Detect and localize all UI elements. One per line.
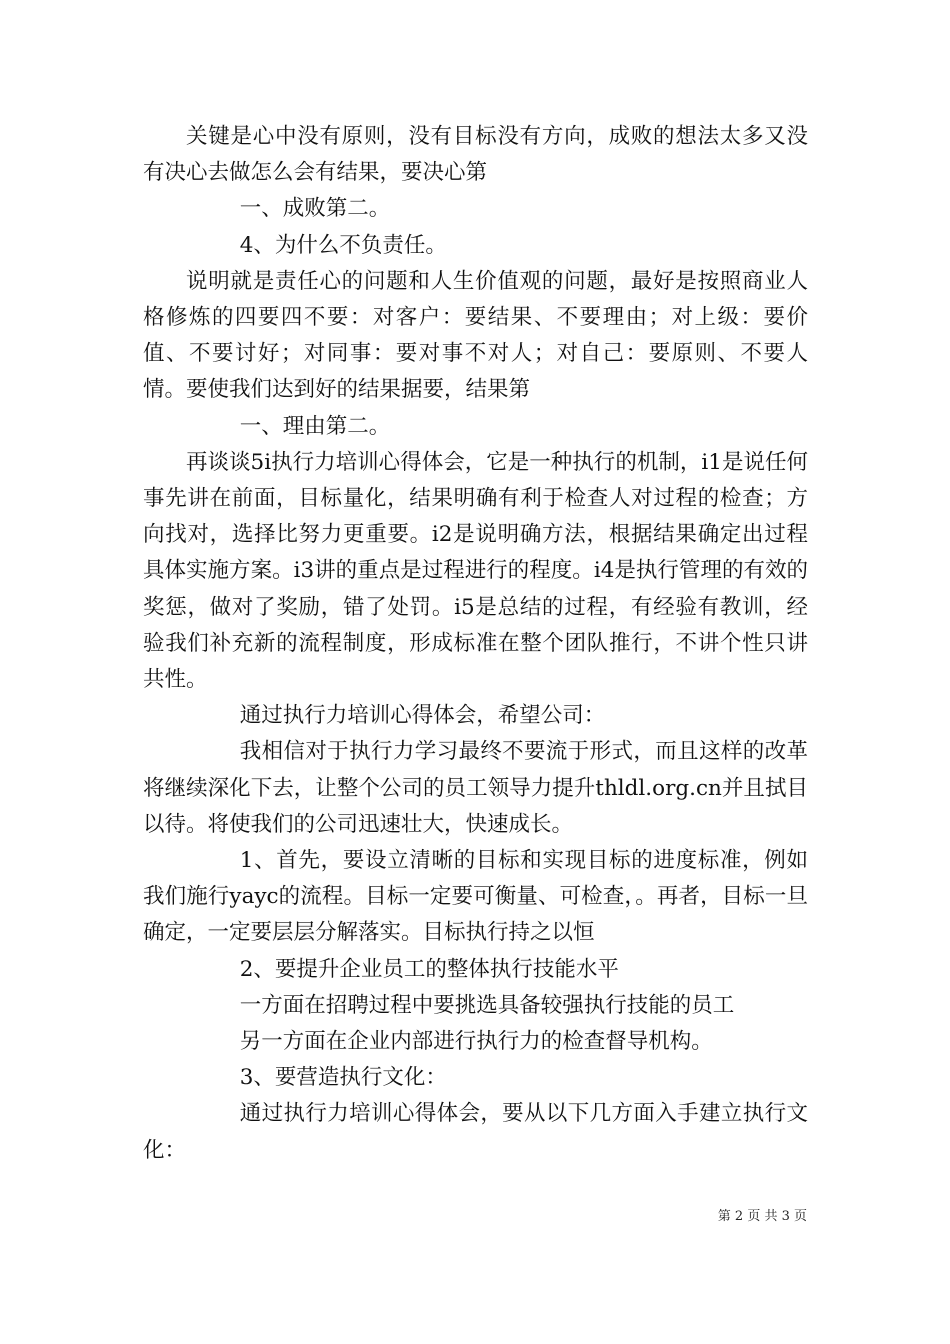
document-body bbox=[143, 119, 808, 1169]
page-number: 第 2 页 共 3 页 bbox=[717, 1209, 807, 1224]
paragraph: 再谈谈5i执行力培训心得体会，它是一种执行的机制，i1是说任何事先讲在前面，目标量化，结果明确有利于检查人对过程的检查；方向找对，选择比努力更重要。i2是说明确方法，根据结果确定出过程具体实施方案。i3讲的重点是过程进行的程度。i4是执行管理的有效的奖惩，做对了奖励，错了处罚。i5是总结的过程，有经验有教训，经验我们补充新的流程制度，形成标准在整个团队推行，不讲个性只讲共性。 bbox=[143, 449, 808, 693]
paragraph: 一方面在招聘过程中要挑选具备较强执行技能的员工 bbox=[239, 992, 735, 1018]
paragraph: 一、成败第二。 bbox=[239, 196, 391, 222]
paragraph: 4、为什么不负责任。 bbox=[239, 232, 447, 258]
paragraph: 我相信对于执行力学习最终不要流于形式，而且这样的改革将继续深化下去，让整个公司的员工领导力提升thldl.org.cn并且拭目以待。将使我们的公司迅速壮大，快速成长。 bbox=[143, 739, 808, 837]
paragraph: 通过执行力培训心得体会，要从以下几方面入手建立执行文化： bbox=[143, 1101, 808, 1163]
paragraph: 1、首先，要设立清晰的目标和实现目标的进度标准，例如我们施行yayc的流程。目标一定要可衡量、可检查，。再者，目标一旦确定，一定要层层分解落实。目标执行持之以恒 bbox=[143, 848, 808, 946]
paragraph: 3、要营造执行文化： bbox=[239, 1065, 447, 1091]
paragraph: 说明就是责任心的问题和人生价值观的问题，最好是按照商业人格修炼的四要四不要：对客户：要结果、不要理由；对上级：要价值、不要讨好；对同事：要对事不对人；对自己：要原则、不要人情。要使我们达到好的结果据要，结果第 bbox=[143, 268, 808, 403]
paragraph: 另一方面在企业内部进行执行力的检查督导机构。 bbox=[239, 1029, 713, 1055]
paragraph: 关键是心中没有原则，没有目标没有方向，成败的想法太多又没有决心去做怎么会有结果，要决心第 bbox=[143, 124, 808, 186]
paragraph: 一、理由第二。 bbox=[239, 413, 391, 439]
paragraph: 2、要提升企业员工的整体执行技能水平 bbox=[239, 956, 619, 982]
paragraph: 通过执行力培训心得体会，希望公司： bbox=[239, 703, 606, 729]
